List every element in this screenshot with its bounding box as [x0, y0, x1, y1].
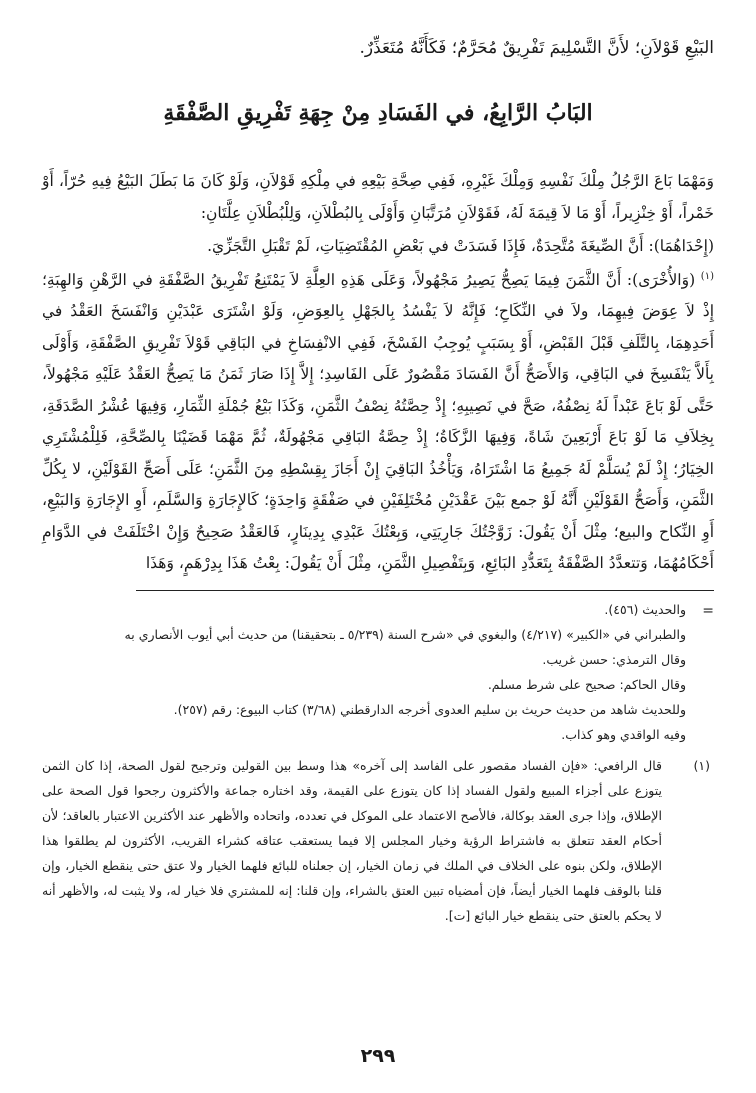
main-text — [42, 166, 714, 580]
footnote-reference: (١) — [700, 270, 714, 282]
footnote-divider — [136, 590, 714, 591]
note-line: وقال الترمذي: حسن غريب. — [542, 651, 686, 667]
paragraph-3-text: (وَالأُخْرَى): أَنَّ الثَّمَنَ فِيمَا يَصِحُّ يَصِيرُ مَجْهُولاً، وَعَلَى هَذِهِ العِلَّةِ لاَ يَمْتَنِعُ تَفْرِيقُ الصَّفْقَةِ في الرَّهْنِ وَالهِبَةِ؛ إِذْ لاَ عِوَضَ فِيهِمَا، ولاَ في النِّكَاحِ؛ فَإِنَّهُ لاَ يَفْسُدُ بِالجَهْلِ بِالعِوَضِ، وَلَوْ اشْتَرَى عَبْدَيْنِ وَانْفَسَخَ العَقْدُ في أَحَدِهِمَا، بِالتَّلَفِ قَبْلَ القَبْضِ، أَوْ بِسَبَبٍ يُوجِبُ الفَسْخَ، فَفِي الانْفِسَاخِ في البَاقِي قَوْلاَ تَفْرِيقِ الصَّفْقَةِ، وَأَوْلَى بِأَلاَّ يَنْفَسِخَ في البَاقِي، وَالأَصَحُّ أَنَّ الفَسَادَ مَقْصُورٌ عَلَى الفَاسِدِ؛ إِلاَّ إِذَا صَارَ ثَمَنُ مَا يَصِحُّ العَقْدُ عَلَيْهِ مَجْهُولاً، حَتَّى لَوْ بَاعَ عَبْداً لَهُ نِصْفُهُ، صَحَّ في نَصِيبِهِ؛ إِذْ حِصَّتُهُ نِصْفُ الثَّمَنِ، وَكَذَا بَيْعُ جُمْلَةِ الثِّمَارِ، وَفِيهَا عُشْرُ الصَّدَقَةِ، بِخِلاَفِ مَا لَوْ بَاعَ أَرْبَعِينَ شَاةً، وَفِيهَا الزَّكَاةُ؛ إِذْ حِصَّةُ البَاقِي مَجْهُولَةٌ، ثُمَّ مَهْمَا قَضَيْنَا بِالصِّحَّةِ، فَلِلْمُشْتَرِي الخِيَارُ؛ إِذْ لَمْ يُسَلَّمْ لَهُ جَمِيعُ مَا اشْتَرَاهُ، وَيَأْخُذُ البَاقِيَ إِنْ أَجَازَ بِقِسْطِهِ مِنَ الثَّمَنِ؛ عَلَى أَصَحِّ القَوْلَيْنِ، لا بِكُلِّ الثَّمَنِ، وَأَصَحُّ القَوْلَيْنِ أَنَّهُ لَوْ جمع بَيْنَ عَقْدَيْنِ مُخْتَلِفَيْنِ في صَفْقَةٍ وَاحِدَةٍ؛ كَالإِجَارَةِ وَالسَّلَمِ، أَوِ الإِجَارَةِ وَالبَيْعِ، أَوِ النِّكاح والبيع؛ مِثْلَ أَنْ يَقُولَ: زَوَّجْتُكَ جَارِيَتِي، وَبِعْتُكَ عَبْدِي بِدِينَارٍ، فَالعَقْدُ صَحِيحٌ وَإِنْ اخْتَلَفَتْ في الدَّوَامِ أَحْكَامُهُمَا، وَتتعدَّدُ الصَّفْقَةُ بِتَعَدُّدِ البَائِعِ، وَبِتَفْصِيلِ الثَّمَنِ، مِثْلَ أَنْ يَقُولَ: بِعْتُ هَذَا بِدِرْهَمٍ، وَهَذَا — [42, 270, 714, 572]
carryover-line: البَيْعِ قَوْلاَنِ؛ لأَنَّ التَّسْلِيمَ تَفْرِيقٌ مُحَرَّمٌ؛ فَكَأَنَّهُ مُتَعَذِّرٌ. — [359, 38, 714, 58]
footnote-text: قال الرافعي: «فإن الفساد مقصور على الفاسد إلى آخره» هذا وسط بين القولين وترجيح لقول الصحة، إذا كان الثمن يتوزع على أجزاء المبيع ولقول الفساد إذا كان يتوزع على القيمة، وقد اختاره جماعة والأكثرون رجحوا قول الصحة على الإطلاق، وإذا جرى العقد بوكالة، فالأصح الاعتماد على الموكل في تعدده، واتحاده والأظهر عند الأكثرين الاعتبار بالعاقد؛ لأن أحكام العقد تتعلق به فاشتراط الرؤية وخيار المجلس إلا فيما يستعقب عتاقه كشراء القريب، الأكثرون لم يطلقوا هذا الإطلاق، ولكن بنوه على الخلاف في الملك في زمان الخيار، إن جعلناه للبائع فلهما الخيار ولا عتق حتى ينقطع الخيار، وإن قلنا بالوقف فلهما الخيار أيضاً، فإن أمضياه تبين العتق بالشراء، وإن قلنا: إنه للمشتري فلا خيار له، ولا يثبت له، والأظهر أنه لا يحكم بالعتق حتى ينقطع خيار البائع [ت]. — [42, 757, 662, 923]
continued-footnote — [42, 597, 714, 747]
paragraph-1: وَمَهْمَا بَاعَ الرَّجُلُ مِلْكَ نَفْسِهِ وَمِلْكَ غَيْرِهِ، فَفِي صِحَّةِ بَيْعِهِ في مِلْكِهِ قَوْلاَنِ، وَلَوْ كَانَ مَا بَطَلَ البَيْعُ فِيهِ حُرّاً، أَوْ خَمْراً، أَوْ خِنْزِيراً، أَوْ مَا لاَ قِيمَةَ لَهُ، فَقَوْلاَنِ مُرَتَّبَانِ وَأَوْلَى بِالبُطْلاَنِ، وَلِلْبُطْلاَنِ عِلَّتَانِ: — [42, 172, 714, 222]
footnote-number: (١) — [693, 757, 710, 773]
page-number: ٢٩٩ — [360, 1045, 396, 1067]
note-line: وفيه الواقدي وهو كذاب. — [561, 726, 686, 742]
note-line: وقال الحاكم: صحيح على شرط مسلم. — [487, 676, 686, 692]
note-line: وللحديث شاهد من حديث حريث بن سليم العدوى أخرجه الدارقطني (٣/٦٨) كتاب البيوع: رقم (٢٥٧). — [173, 701, 686, 717]
continuation-marker: = — [702, 602, 714, 619]
paragraph-2: (إِحْدَاهُمَا): أَنَّ الصِّيغَةَ مُتَّحِدَةٌ، فَإِذَا فَسَدَتْ في بَعْضِ المُقْتَضِيَاتِ، لَمْ تَقْبَلِ التَّجَزِّيَ. — [207, 237, 714, 255]
note-line: والحديث (٤٥٦). — [604, 601, 686, 617]
chapter-title: البَابُ الرَّابِعُ، في الفَسَادِ مِنْ جِهَةِ تَفْرِيقِ الصَّفْقَةِ — [163, 100, 593, 126]
note-line: والطبراني في «الكبير» (٤/٢١٧) والبغوي في «شرح السنة (٥/٢٣٩ ـ بتحقيقنا) من حديث أبي أيوب الأنصاري به — [124, 626, 686, 642]
footnotes — [42, 597, 714, 928]
paragraph-3 — [42, 265, 714, 580]
footnote-1 — [42, 753, 714, 928]
